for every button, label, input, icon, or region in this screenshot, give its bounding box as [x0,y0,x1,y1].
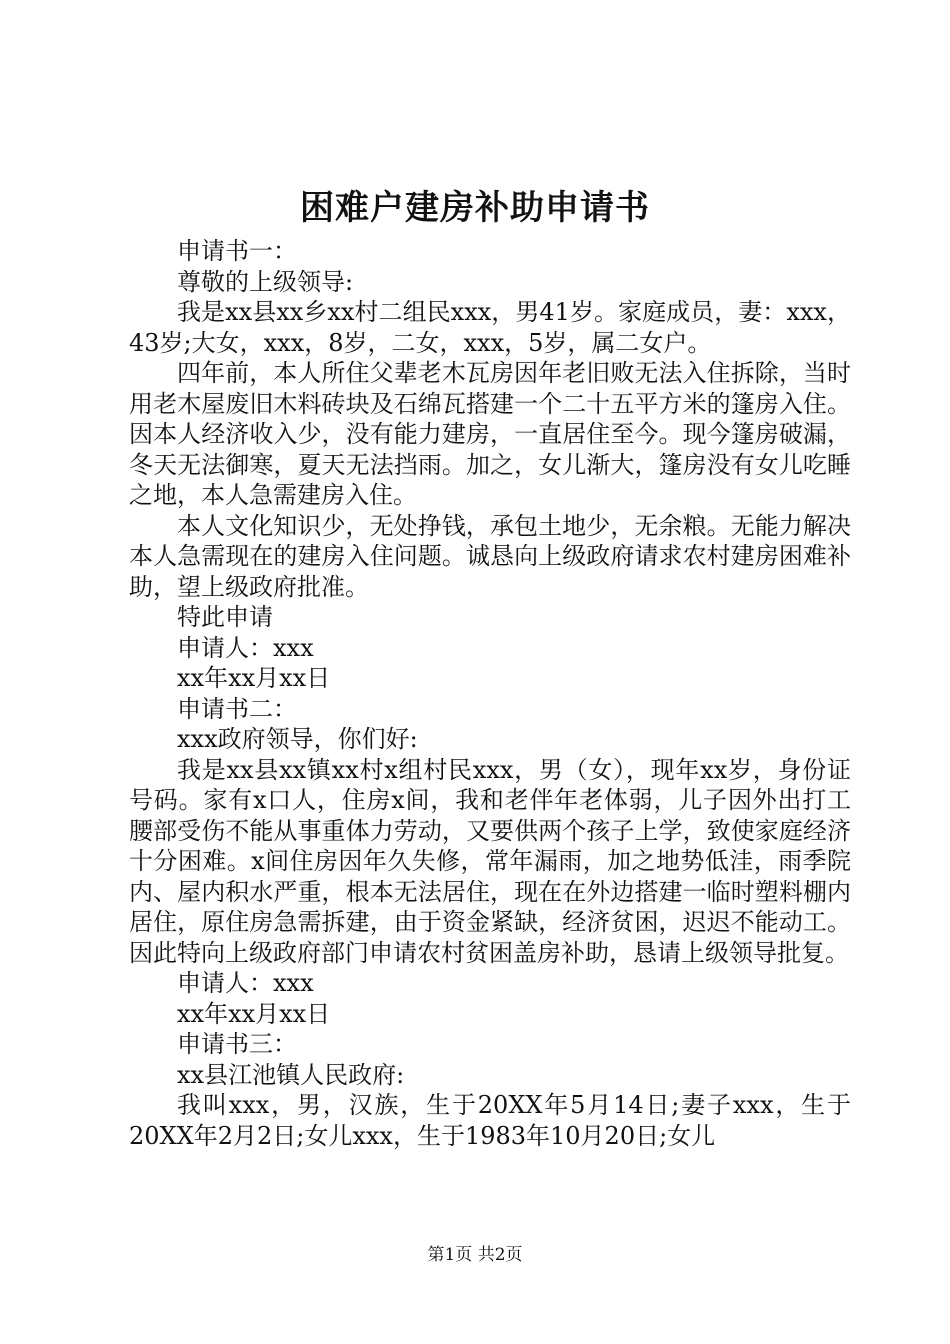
paragraph: xxx政府领导，你们好: [177,725,418,753]
paragraph: 我叫xxx，男，汉族，生于20XX年5月14日;妻子xxx，生于20XX年2月2日;女儿xxx，生于1983年10月20日;女儿 [129,1091,851,1150]
paragraph: 我是xx县xx镇xx村x组村民xxx，男（女），现年xx岁，身份证号码。家有x口人，住房x间，我和老伴年老体弱，儿子因外出打工腰部受伤不能从事重体力劳动，又要供两个孩子上学，致使家庭经济十分困难。x间住房因年久失修，常年漏雨，加之地势低洼，雨季院内、屋内积水严重，根本无法居住，现在在外边搭建一临时塑料棚内居住，原住房急需拆建，由于资金紧缺，经济贫困，迟迟不能动工。因此特向上级政府部门申请农村贫困盖房补助，恳请上级领导批复。 [129,755,851,967]
paragraph: 申请人：xxx [177,969,314,997]
paragraph: 我是xx县xx乡xx村二组民xxx，男41岁。家庭成员，妻：xxx，43岁;大女，xxx，8岁，二女，xxx，5岁，属二女户。 [129,298,851,357]
paragraph: 申请书三： [177,1030,297,1058]
document-title: 困难户建房补助申请书 [300,188,650,228]
paragraph: 申请书二： [177,694,297,723]
paragraph: 尊敬的上级领导: [177,267,354,296]
paragraph: xx县江池镇人民政府: [177,1060,405,1089]
paragraph: 本人文化知识少，无处挣钱，承包土地少，无余粮。无能力解决本人急需现在的建房入住问题。诚恳向上级政府请求农村建房困难补助，望上级政府批准。 [129,511,851,601]
paragraph: 四年前，本人所住父辈老木瓦房因年老旧败无法入住拆除，当时用老木屋废旧木料砖块及石绵瓦搭建一个二十五平方米的篷房入住。因本人经济收入少，没有能力建房，一直居住至今。现今篷房破漏，冬天无法御寒，夏天无法挡雨。加之，女儿渐大，篷房没有女儿吃睡之地，本人急需建房入住。 [129,359,851,509]
paragraph: 申请人：xxx [177,633,314,662]
paragraph: xx年xx月xx日 [177,664,331,692]
document-body [129,236,851,1151]
page-footer: 第1页 共2页 [427,1245,523,1265]
paragraph: 特此申请 [177,603,273,631]
paragraph: 申请书一： [177,237,297,265]
paragraph: xx年xx月xx日 [177,999,331,1028]
